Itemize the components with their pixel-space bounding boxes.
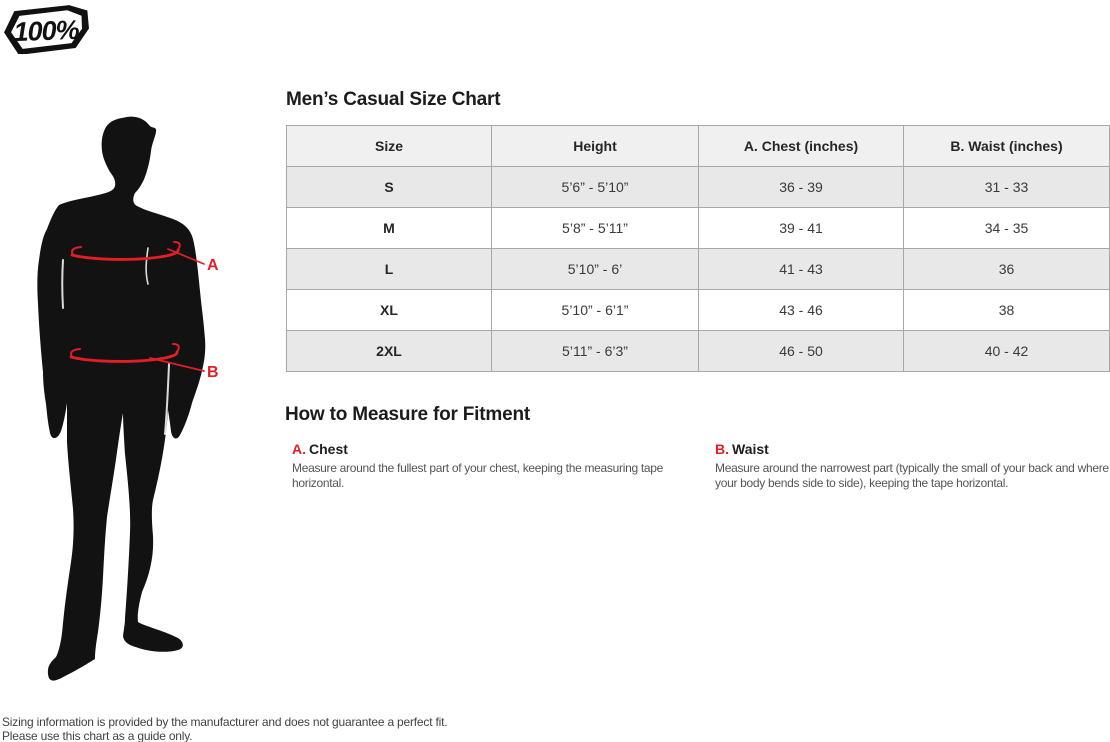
cell-chest: 46 - 50 bbox=[699, 331, 904, 372]
measure-item-heading bbox=[715, 441, 1109, 457]
measure-description: Measure around the fullest part of your chest, keeping the measuring tape horizontal. bbox=[292, 461, 664, 490]
cell-waist: 36 bbox=[904, 249, 1110, 290]
disclaimer-text bbox=[2, 715, 447, 742]
measure-item-chest bbox=[292, 441, 686, 491]
cell-waist: 31 - 33 bbox=[904, 167, 1110, 208]
measure-name: Chest bbox=[309, 441, 348, 457]
table-row bbox=[287, 208, 1110, 249]
cell-height: 5’6” - 5’10” bbox=[492, 167, 699, 208]
table-row bbox=[287, 290, 1110, 331]
male-silhouette-figure bbox=[32, 112, 222, 692]
table-header-row bbox=[287, 126, 1110, 167]
table-row bbox=[287, 249, 1110, 290]
measure-letter: A. bbox=[292, 441, 306, 457]
cell-chest: 41 - 43 bbox=[699, 249, 904, 290]
measure-letter: B. bbox=[715, 441, 729, 457]
cell-height: 5’8” - 5’11” bbox=[492, 208, 699, 249]
waist-band-label: B bbox=[207, 364, 219, 381]
table-row bbox=[287, 167, 1110, 208]
cell-size: L bbox=[287, 249, 492, 290]
cell-size: XL bbox=[287, 290, 492, 331]
cell-chest: 36 - 39 bbox=[699, 167, 904, 208]
column-header-chest: A. Chest (inches) bbox=[699, 126, 904, 167]
measure-name: Waist bbox=[732, 441, 769, 457]
brand-logo-icon[interactable] bbox=[2, 4, 90, 54]
cell-size: S bbox=[287, 167, 492, 208]
disclaimer-line-1: Sizing information is provided by the manufacturer and does not guarantee a perfect fit. bbox=[2, 715, 448, 729]
cell-height: 5’11” - 6’3” bbox=[492, 331, 699, 372]
column-header-size: Size bbox=[287, 126, 492, 167]
measure-description: Measure around the narrowest part (typically the small of your back and where your body bends side to side), keeping the tape horizontal. bbox=[715, 461, 1109, 490]
measure-item-waist bbox=[715, 441, 1109, 491]
cell-size: 2XL bbox=[287, 331, 492, 372]
cell-height: 5’10” - 6’ bbox=[492, 249, 699, 290]
cell-height: 5’10” - 6’1” bbox=[492, 290, 699, 331]
cell-waist: 40 - 42 bbox=[904, 331, 1110, 372]
male-silhouette bbox=[37, 117, 205, 681]
chest-band-label: A bbox=[207, 257, 219, 274]
cell-chest: 39 - 41 bbox=[699, 208, 904, 249]
cell-chest: 43 - 46 bbox=[699, 290, 904, 331]
size-chart-table bbox=[286, 125, 1110, 372]
cell-size: M bbox=[287, 208, 492, 249]
column-header-waist: B. Waist (inches) bbox=[904, 126, 1110, 167]
cell-waist: 38 bbox=[904, 290, 1110, 331]
page-title: Men’s Casual Size Chart bbox=[286, 89, 501, 110]
disclaimer-line-2: Please use this chart as a guide only. bbox=[2, 729, 193, 742]
column-header-height: Height bbox=[492, 126, 699, 167]
cell-waist: 34 - 35 bbox=[904, 208, 1110, 249]
logo-text: 100% bbox=[12, 14, 80, 48]
measure-section-title: How to Measure for Fitment bbox=[285, 404, 530, 425]
measure-item-heading bbox=[292, 441, 686, 457]
table-row bbox=[287, 331, 1110, 372]
